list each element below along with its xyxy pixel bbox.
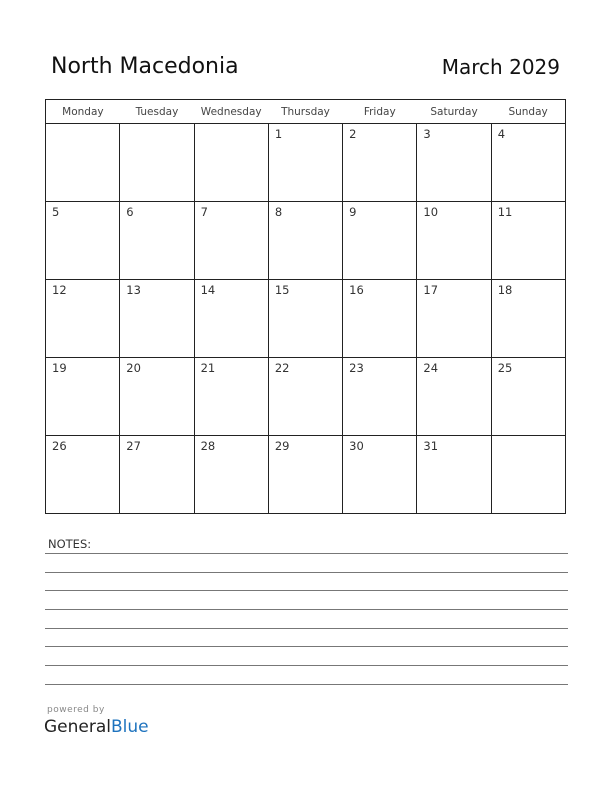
week-row (46, 358, 566, 436)
weekday-label: Thursday (268, 100, 342, 124)
day-cell: 24 (417, 358, 491, 436)
day-cell: 11 (491, 202, 565, 280)
day-cell: 6 (120, 202, 194, 280)
week-row (46, 280, 566, 358)
note-line (45, 553, 568, 554)
calendar-grid (45, 99, 566, 514)
day-cell: 28 (194, 436, 268, 514)
day-cell: 22 (268, 358, 342, 436)
day-cell: 14 (194, 280, 268, 358)
day-cell: 15 (268, 280, 342, 358)
note-line (45, 572, 568, 573)
month-year-title: March 2029 (441, 55, 560, 79)
weekday-label: Tuesday (120, 100, 194, 124)
day-cell: 12 (46, 280, 120, 358)
week-row (46, 436, 566, 514)
day-cell: 29 (268, 436, 342, 514)
day-cell: 30 (343, 436, 417, 514)
day-cell: 23 (343, 358, 417, 436)
weekday-header-row (46, 100, 566, 124)
day-cell: 20 (120, 358, 194, 436)
day-cell: 1 (268, 124, 342, 202)
country-title: North Macedonia (51, 54, 239, 79)
day-cell (46, 124, 120, 202)
day-cell: 25 (491, 358, 565, 436)
powered-by-text: powered by (47, 705, 105, 715)
day-cell (120, 124, 194, 202)
day-cell: 5 (46, 202, 120, 280)
brand-logo-general: General (44, 717, 111, 737)
note-line (45, 665, 568, 666)
weekday-label: Sunday (491, 100, 565, 124)
note-line (45, 609, 568, 610)
day-cell: 21 (194, 358, 268, 436)
day-cell (491, 436, 565, 514)
weekday-label: Wednesday (194, 100, 268, 124)
day-cell: 13 (120, 280, 194, 358)
note-line (45, 684, 568, 685)
weekday-label: Friday (343, 100, 417, 124)
day-cell (194, 124, 268, 202)
day-cell: 7 (194, 202, 268, 280)
day-cell: 8 (268, 202, 342, 280)
day-cell: 26 (46, 436, 120, 514)
week-row (46, 202, 566, 280)
day-cell: 16 (343, 280, 417, 358)
day-cell: 27 (120, 436, 194, 514)
day-cell: 19 (46, 358, 120, 436)
day-cell: 4 (491, 124, 565, 202)
weekday-label: Monday (46, 100, 120, 124)
day-cell: 31 (417, 436, 491, 514)
day-cell: 3 (417, 124, 491, 202)
notes-label: NOTES: (48, 537, 92, 551)
day-cell: 10 (417, 202, 491, 280)
day-cell: 18 (491, 280, 565, 358)
note-line (45, 628, 568, 629)
note-line (45, 646, 568, 647)
day-cell: 17 (417, 280, 491, 358)
note-line (45, 590, 568, 591)
day-cell: 2 (343, 124, 417, 202)
weekday-label: Saturday (417, 100, 491, 124)
brand-logo-blue: Blue (111, 717, 149, 737)
week-row (46, 124, 566, 202)
day-cell: 9 (343, 202, 417, 280)
brand-logo (44, 717, 149, 737)
